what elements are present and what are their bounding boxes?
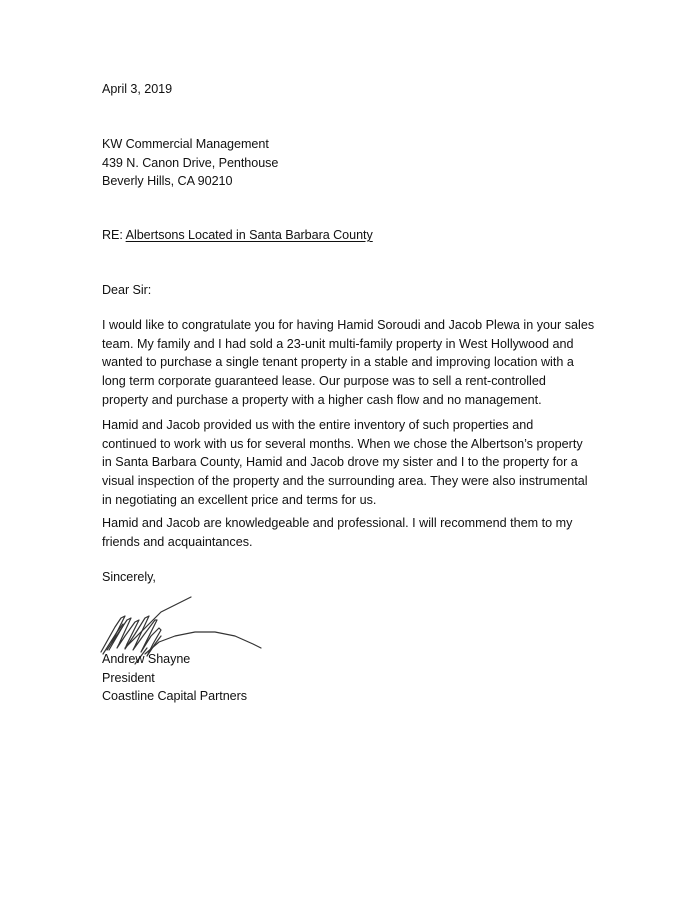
subject-line (102, 226, 373, 245)
paragraph-line: long term corporate guaranteed lease. Our purpose was to sell a rent-controlled (102, 374, 546, 389)
subject-prefix: RE: (102, 228, 126, 242)
signer-title: President (102, 670, 155, 685)
recipient-name: KW Commercial Management (102, 137, 269, 151)
paragraph-3 (102, 514, 602, 551)
paragraph-line: team. My family and I had sold a 23-unit multi-family property in West Hollywood and (102, 336, 574, 351)
subject-text: Albertsons Located in Santa Barbara County (125, 228, 373, 242)
salutation: Dear Sir: (102, 283, 152, 297)
paragraph-line: wanted to purchase a single tenant property in a stable and improving location with a (102, 355, 574, 370)
paragraph-line: Hamid and Jacob provided us with the entire inventory of such properties and (102, 418, 534, 432)
paragraph-1 (102, 316, 602, 410)
paragraph-line: friends and acquaintances. (102, 534, 253, 549)
paragraph-2 (102, 416, 602, 510)
recipient-address-line1: 439 N. Canon Drive, Penthouse (102, 155, 279, 170)
signer-name: Andrew Shayne (102, 652, 191, 666)
paragraph-line: in negotiating an excellent price and terms for us. (102, 492, 377, 507)
closing: Sincerely, (102, 570, 156, 584)
paragraph-line: in Santa Barbara County, Hamid and Jacob drove my sister and I to the property for a (102, 455, 578, 470)
signer-company: Coastline Capital Partners (102, 689, 247, 703)
paragraph-line: I would like to congratulate you for having Hamid Soroudi and Jacob Plewa in your sales (102, 318, 595, 332)
paragraph-line: Hamid and Jacob are knowledgeable and professional. I will recommend them to my (102, 516, 573, 530)
paragraph-line: property and purchase a property with a higher cash flow and no management. (102, 392, 542, 407)
recipient-address-line2: Beverly Hills, CA 90210 (102, 174, 233, 188)
paragraph-line: continued to work with us for several months. When we chose the Albertson’s property (102, 436, 583, 451)
paragraph-line: visual inspection of the property and the surrounding area. They were also instrumental (102, 474, 588, 489)
letter-date: April 3, 2019 (102, 82, 173, 96)
